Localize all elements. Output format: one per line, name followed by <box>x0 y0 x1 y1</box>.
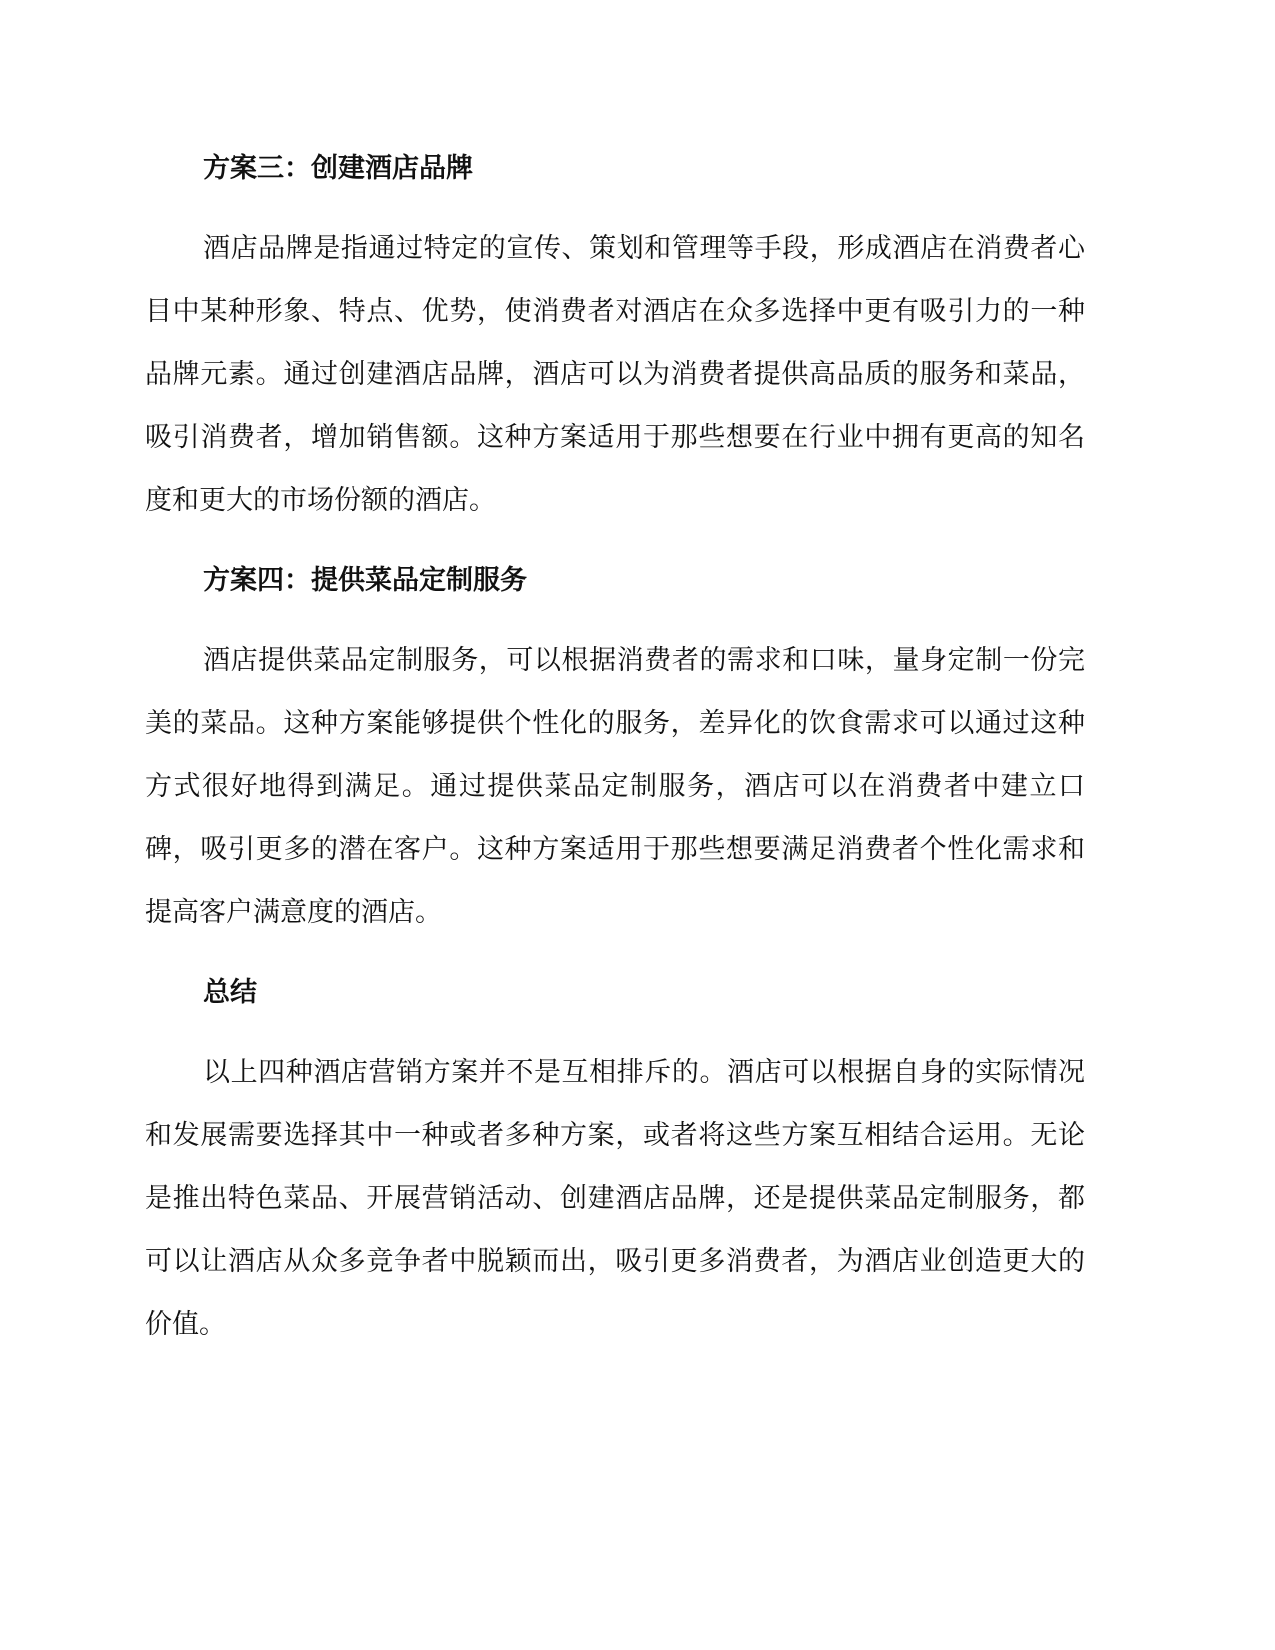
section-title-brand: 方案三：创建酒店品牌 <box>203 153 473 184</box>
section-title-custom-dishes: 方案四：提供菜品定制服务 <box>203 565 527 596</box>
section-paragraph-summary: 以上四种酒店营销方案并不是互相排斥的。酒店可以根据自身的实际情况和发展需要选择其中一种或者多种方案，或者将这些方案互相结合运用。无论是推出特色菜品、开展营销活动、创建酒店品牌，还是提供菜品定制服务，都可以让酒店从众多竞争者中脱颖而出，吸引更多消费者，为酒店业创造更大的价值。 <box>145 1057 1085 1340</box>
section-paragraph-brand: 酒店品牌是指通过特定的宣传、策划和管理等手段，形成酒店在消费者心目中某种形象、特点、优势，使消费者对酒店在众多选择中更有吸引力的一种品牌元素。通过创建酒店品牌，酒店可以为消费者提供高品质的服务和菜品，吸引消费者，增加销售额。这种方案适用于那些想要在行业中拥有更高的知名度和更大的市场份额的酒店。 <box>145 233 1085 516</box>
document-body <box>145 137 1085 1373</box>
section-title-summary: 总结 <box>203 977 257 1008</box>
section-paragraph-custom-dishes: 酒店提供菜品定制服务，可以根据消费者的需求和口味，量身定制一份完美的菜品。这种方案能够提供个性化的服务，差异化的饮食需求可以通过这种方式很好地得到满足。通过提供菜品定制服务，酒店可以在消费者中建立口碑，吸引更多的潜在客户。这种方案适用于那些想要满足消费者个性化需求和提高客户满意度的酒店。 <box>145 645 1085 928</box>
